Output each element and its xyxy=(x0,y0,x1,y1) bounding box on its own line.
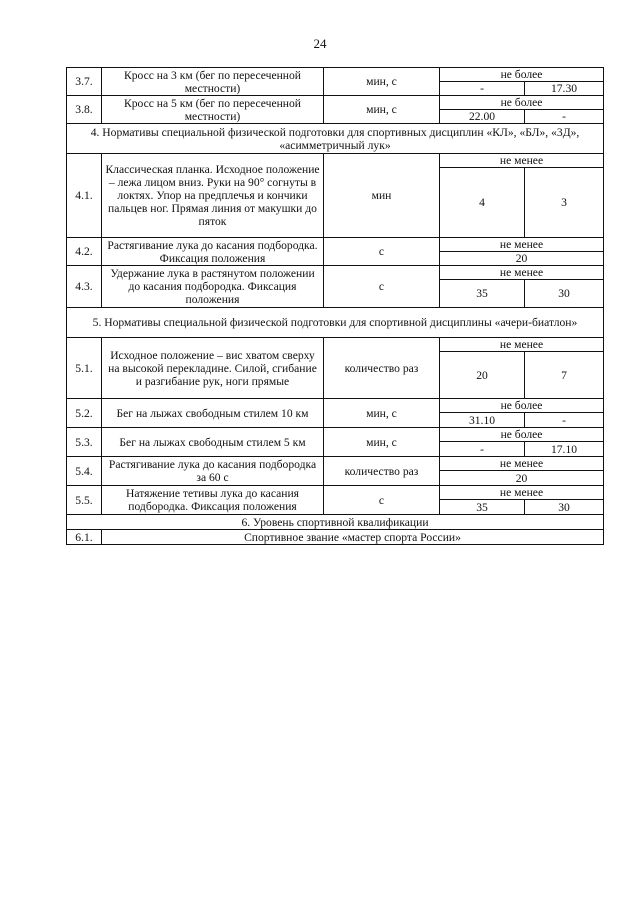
value-cell: 20 xyxy=(440,252,604,266)
row-number: 6.1. xyxy=(67,530,102,545)
value-cell: 4 xyxy=(440,168,525,238)
value-cell: - xyxy=(525,110,604,124)
value-cell: 31.10 xyxy=(440,413,525,428)
value-cell: - xyxy=(440,442,525,457)
table-row xyxy=(67,154,604,168)
value-cell: 30 xyxy=(525,500,604,515)
value-cell: 35 xyxy=(440,280,525,308)
value-cell: 17.30 xyxy=(525,82,604,96)
exercise-name: Натяжение тетивы лука до касания подбородка. Фиксация положения xyxy=(102,486,324,515)
unit: с xyxy=(324,266,440,308)
table-row xyxy=(67,238,604,252)
value-cell: 22.00 xyxy=(440,110,525,124)
row-number: 5.1. xyxy=(67,338,102,399)
table-row xyxy=(67,266,604,280)
section-title: 6. Уровень спортивной квалификации xyxy=(67,515,604,530)
norms-table xyxy=(66,67,604,545)
row-number: 4.2. xyxy=(67,238,102,266)
section-row xyxy=(67,308,604,338)
value-cell: - xyxy=(440,82,525,96)
unit: мин xyxy=(324,154,440,238)
section-title: 4. Нормативы специальной физической подготовки для спортивных дисциплин «КЛ», «БЛ», «3Д», «асимметричный лук» xyxy=(67,124,604,154)
value-cell: 35 xyxy=(440,500,525,515)
norm-label: не более xyxy=(440,96,604,110)
row-number: 3.7. xyxy=(67,68,102,96)
value-cell: 7 xyxy=(525,352,604,399)
norm-label: не более xyxy=(440,68,604,82)
table-row xyxy=(67,96,604,110)
section-row xyxy=(67,515,604,530)
unit: мин, с xyxy=(324,399,440,428)
norm-label: не менее xyxy=(440,154,604,168)
norm-label: не менее xyxy=(440,238,604,252)
exercise-name: Растягивание лука до касания подбородка. Фиксация положения xyxy=(102,238,324,266)
section-title: 5. Нормативы специальной физической подготовки для спортивной дисциплины «ачери-биатлон» xyxy=(67,308,604,338)
table-row xyxy=(67,399,604,413)
exercise-name: Бег на лыжах свободным стилем 5 км xyxy=(102,428,324,457)
unit: мин, с xyxy=(324,96,440,124)
exercise-name: Удержание лука в растянутом положении до касания подбородка. Фиксация положения xyxy=(102,266,324,308)
unit: с xyxy=(324,486,440,515)
unit: мин, с xyxy=(324,428,440,457)
qualification-name: Спортивное звание «мастер спорта России» xyxy=(102,530,604,545)
unit: количество раз xyxy=(324,457,440,486)
row-number: 5.3. xyxy=(67,428,102,457)
exercise-name: Классическая планка. Исходное положение – лежа лицом вниз. Руки на 90° согнуты в локтях. Упор на предплечья и кончики пальцев ног. Прямая линия от макушки до пяток xyxy=(102,154,324,238)
value-cell: 30 xyxy=(525,280,604,308)
value-cell: 17.10 xyxy=(525,442,604,457)
exercise-name: Бег на лыжах свободным стилем 10 км xyxy=(102,399,324,428)
norm-label: не менее xyxy=(440,338,604,352)
unit: мин, с xyxy=(324,68,440,96)
value-cell: 3 xyxy=(525,168,604,238)
exercise-name: Кросс на 5 км (бег по пересеченной местности) xyxy=(102,96,324,124)
value-cell: 20 xyxy=(440,471,604,486)
row-number: 4.1. xyxy=(67,154,102,238)
norm-label: не более xyxy=(440,428,604,442)
unit: количество раз xyxy=(324,338,440,399)
row-number: 4.3. xyxy=(67,266,102,308)
table-row xyxy=(67,457,604,471)
table-row xyxy=(67,338,604,352)
section-row xyxy=(67,124,604,154)
table-row xyxy=(67,530,604,545)
norm-label: не менее xyxy=(440,457,604,471)
norm-label: не более xyxy=(440,399,604,413)
exercise-name: Растягивание лука до касания подбородка за 60 с xyxy=(102,457,324,486)
table-row xyxy=(67,486,604,500)
table-row xyxy=(67,428,604,442)
exercise-name: Исходное положение – вис хватом сверху на высокой перекладине. Силой, сгибание и разгибание рук, ноги прямые xyxy=(102,338,324,399)
unit: с xyxy=(324,238,440,266)
norm-label: не менее xyxy=(440,486,604,500)
row-number: 5.2. xyxy=(67,399,102,428)
value-cell: 20 xyxy=(440,352,525,399)
page-number: 24 xyxy=(313,36,327,51)
row-number: 5.4. xyxy=(67,457,102,486)
value-cell: - xyxy=(525,413,604,428)
exercise-name: Кросс на 3 км (бег по пересеченной местности) xyxy=(102,68,324,96)
table-row xyxy=(67,68,604,82)
row-number: 3.8. xyxy=(67,96,102,124)
row-number: 5.5. xyxy=(67,486,102,515)
norm-label: не менее xyxy=(440,266,604,280)
